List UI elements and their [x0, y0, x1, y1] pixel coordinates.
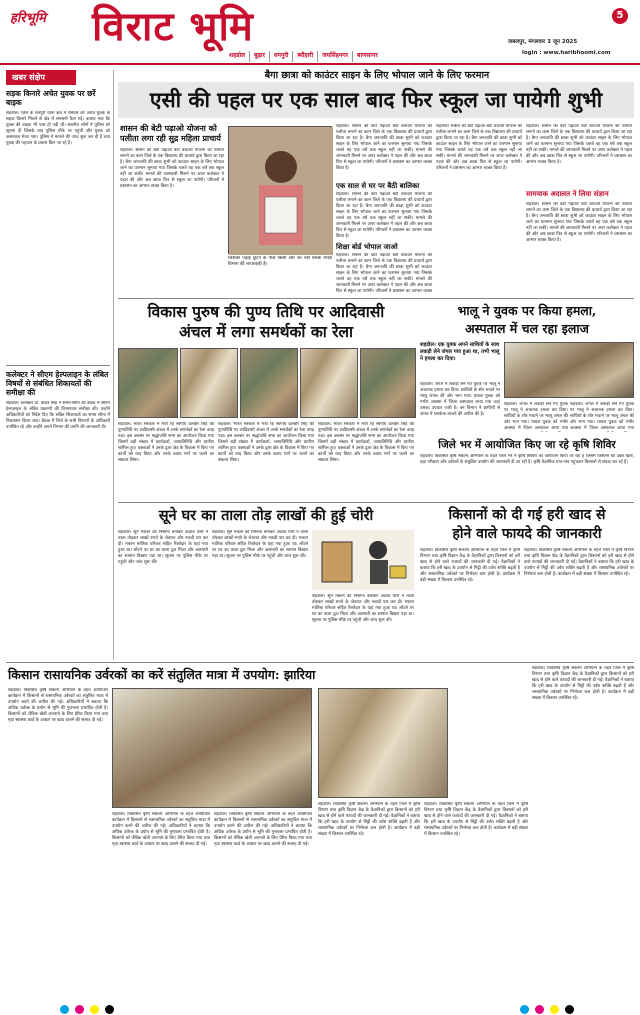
lead-photo-girl — [228, 126, 332, 254]
vikas-photo-5 — [360, 348, 416, 418]
sune-body-1: शहडोल। सूने मकान को निशाना बनाकर अज्ञात चोरों ने ताला तोड़कर लाखों रुपये के जेवरात और नकदी पार कर दी। मकान मालिक परिवार सहित रिश्तेदार के यहां गया हुआ था। लौटने पर घर का ताला टूटा मिला और अलमारी का सामान बिखरा पड़ा था। सूचना पर पुलिस मौके पर पहुंची और जांच शुरू की। — [118, 530, 208, 565]
bhalu-lede: शहडोल। एक युवक अपने साथियों के साथ लकड़ी लेने जंगल गया हुआ था, तभी भालू ने हमला कर दिया। — [420, 342, 500, 362]
sune-body-3: शहडोल। सूने मकान को निशाना बनाकर अज्ञात चोरों ने ताला तोड़कर लाखों रुपये के जेवरात और नकदी पार कर दी। मकान मालिक परिवार सहित रिश्तेदार के यहां गया हुआ था। लौटने पर घर का ताला टूटा मिला और अलमारी का सामान बिखरा पड़ा था। सूचना पर पुलिस मौके पर पहुंची और जांच शुरू की। — [312, 594, 414, 623]
khad-headline-line1: किसानों को दी गई हरी खाद से — [448, 507, 606, 523]
jharia-headline: किसान रासायनिक उर्वरकों का करें संतुलित मात्रा में उपयोग: झारिया — [8, 667, 316, 682]
section-rule — [6, 662, 634, 663]
lead-subhead: शासन की बेटी पढ़ाओ योजना को पलीता लगा रही सुद्र महिला प्राचार्य — [120, 124, 221, 143]
vikas-headline — [118, 302, 414, 342]
vikas-body-1: शहडोल। भारत सरकार में मंत्री रहे स्वर्गीय दलबीर सिंह की पुण्यतिथि पर आदिवासी अंचल में उनके समर्थकों का रेला उमड़ पड़ा। इस अवसर पर श्रद्धांजलि सभा का आयोजन किया गया जिसमें बड़ी संख्या में कार्यकर्ता, जनप्रतिनिधि और ग्रामीण शामिल हुए। वक्ताओं ने उनके द्वारा क्षेत्र के विकास में किए गए कार्यों को याद किया और उनके बताए मार्ग पर चलने का संकल्प लिया। — [118, 422, 214, 463]
masthead-title: विराट भूमि — [92, 3, 254, 50]
sidebar-story2-body: शहडोल। कलेक्टर डॉ. केदार सिंह ने समय-सीमा की बैठक में सीएम हेल्पलाइन के लंबित प्रकरणों की विभागवार समीक्षा की। उन्होंने अधिकारियों को निर्देश दिए कि लंबित शिकायतों का समय सीमा में निराकरण किया जाए। बैठक में जिले के सभी विभागों के अधिकारी उपस्थित रहे और उन्होंने अपने विभाग की प्रगति की जानकारी दी। — [6, 401, 110, 430]
district-item: धनपुरी — [270, 51, 293, 62]
lead-headline-band — [118, 82, 634, 118]
cyan-dot-icon — [60, 1005, 69, 1014]
lead-side-sub1: एक साल से घर पर बैठी बालिका — [336, 182, 420, 190]
khad-body-2: शहडोल। विकसित कृषि संकल्प अभियान के तहत जिले में कृषि विभाग तथा कृषि विज्ञान केंद्र के वैज्ञानिकों द्वारा किसानों को हरी खाद से होने वाले फायदों की जानकारी दी गई। वैज्ञानिकों ने बताया कि हरी खाद के उपयोग से मिट्टी की उर्वरा शक्ति बढ़ती है और रासायनिक उर्वरकों पर निर्भरता कम होती है। कार्यक्रम में बड़ी संख्या में किसान उपस्थित रहे। — [524, 548, 634, 577]
sidebar-header: खबर संक्षेप — [6, 70, 76, 85]
jharia-body-2: शहडोल। विकसित कृषि संकल्प अभियान के तहत आयोजित कार्यक्रम में किसानों से रासायनिक उर्वरकों का संतुलित मात्रा में उपयोग करने की अपील की गई। अधिकारियों ने बताया कि अधिक उर्वरक के प्रयोग से भूमि की गुणवत्ता प्रभावित होती है। किसानों को जैविक खेती अपनाने के लिए प्रेरित किया गया तथा मृदा स्वास्थ्य कार्ड के आधार पर खाद डालने की सलाह दी गई। — [112, 812, 210, 847]
bhalu-headline — [420, 302, 634, 338]
page-number: 5 — [612, 8, 628, 24]
sidebar — [6, 70, 110, 660]
vikas-photo-1 — [118, 348, 178, 418]
registration-marks-left — [60, 1005, 114, 1014]
district-item: बाणसागर — [357, 52, 378, 59]
vikas-photo-3 — [240, 348, 298, 418]
district-item: शहडोल — [225, 51, 250, 62]
district-item: जयसिंहनगर — [318, 51, 353, 62]
district-item: ब्यौहारी — [293, 51, 318, 62]
bhalu-headline-line1: भालू ने युवक पर किया हमला, — [457, 303, 597, 318]
vikas-body-2: शहडोल। भारत सरकार में मंत्री रहे स्वर्गीय दलबीर सिंह की पुण्यतिथि पर आदिवासी अंचल में उनके समर्थकों का रेला उमड़ पड़ा। इस अवसर पर श्रद्धांजलि सभा का आयोजन किया गया जिसमें बड़ी संख्या में कार्यकर्ता, जनप्रतिनिधि और ग्रामीण शामिल हुए। वक्ताओं ने उनके द्वारा क्षेत्र के विकास में किए गए कार्यों को याद किया और उनके बताए मार्ग पर चलने का संकल्प लिया। — [218, 422, 314, 463]
logo: हरिभूमि — [10, 11, 46, 26]
khad-body-4: शहडोल। विकसित कृषि संकल्प अभियान के तहत जिले में कृषि विभाग तथा कृषि विज्ञान केंद्र के वैज्ञानिकों द्वारा किसानों को हरी खाद से होने वाले फायदों की जानकारी दी गई। वैज्ञानिकों ने बताया कि हरी खाद के उपयोग से मिट्टी की उर्वरा शक्ति बढ़ती है और रासायनिक उर्वरकों पर निर्भरता कम होती है। कार्यक्रम में बड़ी संख्या में किसान उपस्थित रहे। — [424, 802, 528, 837]
black-dot-icon — [105, 1005, 114, 1014]
yellow-dot-icon — [550, 1005, 559, 1014]
sidebar-story2-headline: कलेक्टर ने सीएम हेल्पलाइन के लंबित विषयों से संबंधित शिकायतों की समीक्षा की — [6, 370, 109, 397]
login-url: login : www.haribhoomi.com — [522, 50, 611, 56]
bhalu-body-2: शहडोल। जंगल में लकड़ी लेने गए युवक पर भालू ने अचानक हमला कर दिया। साथियों के शोर मचाने पर भालू जंगल की ओर भाग गया। घायल युवक को गंभीर अवस्था में जिला अस्पताल लाया गया — [504, 402, 568, 431]
vikas-headline-line2: अंचल में लगा समर्थकों का रेला — [178, 322, 354, 341]
lead-body-col3b: शहडोल। शासन की बेटी पढ़ाओ बेटी बचाओ योजना को पलीता लगाने का काम जिले के एक विद्यालय की प्राचार्य द्वारा किया जा रहा है। बैगा जनजाति की छात्रा शुभी को काउंटर साइन के लिए भोपाल जाने का फरमान सुनाया गया जिसके चलते वह एक वर्ष तक स्कूल नहीं जा सकी। मामले की जानकारी मिलने पर अपर कलेक्टर ने पहल की और अब छात्रा फिर से स्कूल जा पायेगी। परिजनों ने प्रशासन का आभार व्यक्त किया है। — [336, 192, 432, 239]
lead-body-col5: शहडोल। शासन की बेटी पढ़ाओ बेटी बचाओ योजना को पलीता लगाने का काम जिले के एक विद्यालय की प्राचार्य द्वारा किया जा रहा है। बैगा जनजाति की छात्रा शुभी को काउंटर साइन के लिए भोपाल जाने का फरमान सुनाया गया जिसके चलते वह एक वर्ष तक स्कूल नहीं जा सकी। मामले की जानकारी मिलने पर अपर कलेक्टर ने पहल की और अब छात्रा फिर से स्कूल जा पायेगी। परिजनों ने प्रशासन का आभार व्यक्त किया है। — [526, 124, 632, 165]
yellow-dot-icon — [90, 1005, 99, 1014]
bhalu-body-1: शहडोल। जंगल में लकड़ी लेने गए युवक पर भालू ने अचानक हमला कर दिया। साथियों के शोर मचाने पर भालू जंगल की ओर भाग गया। घायल युवक को गंभीर अवस्था में जिला अस्पताल लाया गया जहां उसका उपचार जारी है। वन विभाग ने ग्रामीणों से जंगल में सतर्कता बरतने की अपील की है। — [420, 382, 500, 417]
lead-side-sub3: सामयाक अदालत ने लिया संज्ञान — [526, 190, 609, 198]
divider — [6, 365, 110, 366]
thief-icon — [312, 530, 414, 590]
section-rule — [118, 298, 634, 299]
krishi-body: शहडोल। विकसित कृषि संकल्प अभियान के तहत जिले भर में कृषि शिविरों का आयोजन किया जा रहा है जिसमें किसानों को उन्नत खेती, मृदा परीक्षण और उर्वरकों के संतुलित उपयोग की जानकारी दी जा रही है। कृषि वैज्ञानिक गांव-गांव पहुंचकर किसानों से संवाद कर रहे हैं। — [420, 454, 634, 465]
vikas-photo-4 — [300, 348, 358, 418]
khad-headline-line2: होने वाले फायदे की जानकारी — [452, 526, 602, 542]
krishi-headline: जिले भर में आयोजित किए जा रहे कृषि शिविर — [438, 439, 616, 451]
cyan-dot-icon — [520, 1005, 529, 1014]
theft-illustration — [312, 530, 414, 590]
khad-body-1: शहडोल। विकसित कृषि संकल्प अभियान के तहत जिले में कृषि विभाग तथा कृषि विज्ञान केंद्र के वैज्ञानिकों द्वारा किसानों को हरी खाद से होने वाले फायदों की जानकारी दी गई। वैज्ञानिकों ने बताया कि हरी खाद के उपयोग से मिट्टी की उर्वरा शक्ति बढ़ती है और रासायनिक उर्वरकों पर निर्भरता कम होती है। कार्यक्रम में बड़ी संख्या में किसान उपस्थित रहे। — [420, 548, 520, 583]
lead-body-col5b: शहडोल। शासन की बेटी पढ़ाओ बेटी बचाओ योजना को पलीता लगाने का काम जिले के एक विद्यालय की प्राचार्य द्वारा किया जा रहा है। बैगा जनजाति की छात्रा शुभी को काउंटर साइन के लिए भोपाल जाने का फरमान सुनाया गया जिसके चलते वह एक वर्ष तक स्कूल नहीं जा सकी। मामले की जानकारी मिलने पर अपर कलेक्टर ने पहल की और अब छात्रा फिर से स्कूल जा पायेगी। परिजनों ने प्रशासन का आभार व्यक्त किया है। — [526, 202, 632, 243]
magenta-dot-icon — [75, 1005, 84, 1014]
magenta-dot-icon — [535, 1005, 544, 1014]
vikas-body-3: शहडोल। भारत सरकार में मंत्री रहे स्वर्गीय दलबीर सिंह की पुण्यतिथि पर आदिवासी अंचल में उनके समर्थकों का रेला उमड़ पड़ा। इस अवसर पर श्रद्धांजलि सभा का आयोजन किया गया जिसमें बड़ी संख्या में कार्यकर्ता, जनप्रतिनिधि और ग्रामीण शामिल हुए। वक्ताओं ने उनके द्वारा क्षेत्र के विकास में किए गए कार्यों को याद किया और उनके बताए मार्ग पर चलने का संकल्प लिया। — [318, 422, 414, 463]
lead-kicker: बैगा छात्रा को काउंटर साइन के लिए भोपाल जाने के लिए फरमान — [264, 70, 490, 81]
masthead-rule — [0, 63, 640, 65]
bhalu-headline-line2: अस्पताल में चल रहा इलाज — [465, 321, 589, 336]
bhalu-body-3: शहडोल। जंगल में लकड़ी लेने गए युवक पर भालू ने अचानक हमला कर दिया। साथियों के शोर मचाने पर भालू जंगल की ओर भाग गया। घायल युवक को गंभीर अवस्था में जिला अस्पताल लाया गया — [570, 402, 634, 431]
lead-headline: एसी की पहल पर एक साल बाद फिर स्कूल जा पायेगी शुभी — [149, 87, 603, 112]
district-strip — [225, 51, 382, 62]
khad-body-3: शहडोल। विकसित कृषि संकल्प अभियान के तहत जिले में कृषि विभाग तथा कृषि विज्ञान केंद्र के वैज्ञानिकों द्वारा किसानों को हरी खाद से होने वाले फायदों की जानकारी दी गई। वैज्ञानिकों ने बताया कि हरी खाद के उपयोग से मिट्टी की उर्वरा शक्ति बढ़ती है और रासायनिक उर्वरकों पर निर्भरता कम होती है। कार्यक्रम में बड़ी संख्या में किसान उपस्थित रहे। — [318, 802, 420, 837]
masthead — [0, 0, 640, 64]
section-rule — [118, 502, 634, 503]
sidebar-column-rule — [113, 70, 114, 660]
jharia-body-1: शहडोल। विकसित कृषि संकल्प अभियान के तहत आयोजित कार्यक्रम में किसानों से रासायनिक उर्वरकों का संतुलित मात्रा में उपयोग करने की अपील की गई। अधिकारियों ने बताया कि अधिक उर्वरक के प्रयोग से भूमि की गुणवत्ता प्रभावित होती है। किसानों को जैविक खेती अपनाने के लिए प्रेरित किया गया तथा मृदा स्वास्थ्य कार्ड के आधार पर खाद डालने की सलाह दी गई। — [8, 688, 108, 723]
lead-body-col1: शहडोल। शासन की बेटी पढ़ाओ बेटी बचाओ योजना को पलीता लगाने का काम जिले के एक विद्यालय की प्राचार्य द्वारा किया जा रहा है। बैगा जनजाति की छात्रा शुभी को काउंटर साइन के लिए भोपाल जाने का फरमान सुनाया गया जिसके चलते वह एक वर्ष तक स्कूल नहीं जा सकी। मामले की जानकारी मिलने पर अपर कलेक्टर ने पहल की और अब छात्रा फिर से स्कूल जा पायेगी। परिजनों ने प्रशासन का आभार व्यक्त किया है। — [120, 148, 224, 189]
sidebar-story1-body: शहडोल। जिले के धनपुरी थाना क्षेत्र में रविवार को अचेत युवक के सड़क किनारे मिलने से क्षेत्र में सनसनी फैल गई। बताया गया कि युवक की बाइक भी पास ही पड़ी थी। स्थानीय लोगों ने पुलिस को सूचना दी जिसके बाद पुलिस मौके पर पहुंची और युवक को अस्पताल भेजा गया। पुलिस ने मामले की जांच शुरू कर दी है तथा युवक की पहचान के प्रयास किए जा रहे हैं। — [6, 111, 110, 146]
lead-body-col3c: शहडोल। शासन की बेटी पढ़ाओ बेटी बचाओ योजना को पलीता लगाने का काम जिले के एक विद्यालय की प्राचार्य द्वारा किया जा रहा है। बैगा जनजाति की छात्रा शुभी को काउंटर साइन के लिए भोपाल जाने का फरमान सुनाया गया जिसके चलते वह एक वर्ष तक स्कूल नहीं जा सकी। मामले की जानकारी मिलने पर अपर कलेक्टर ने पहल की और अब छात्रा फिर से स्कूल जा पायेगी। परिजनों ने प्रशासन का आभार व्यक्त — [336, 253, 432, 293]
vikas-photo-2 — [180, 348, 238, 418]
lead-body-col3: शहडोल। शासन की बेटी पढ़ाओ बेटी बचाओ योजना को पलीता लगाने का काम जिले के एक विद्यालय की प्राचार्य द्वारा किया जा रहा है। बैगा जनजाति की छात्रा शुभी को काउंटर साइन के लिए भोपाल जाने का फरमान सुनाया गया जिसके चलते वह एक वर्ष तक स्कूल नहीं जा सकी। मामले की जानकारी मिलने पर अपर कलेक्टर ने पहल की और अब छात्रा फिर से स्कूल जा पायेगी। परिजनों ने प्रशासन का आभार व्यक्त किया है। — [336, 124, 432, 171]
khad-headline — [420, 506, 634, 544]
registration-marks-right — [520, 1005, 574, 1014]
jharia-photo — [112, 688, 312, 808]
girl-illustration — [229, 127, 333, 255]
sidebar-story1-headline: सड़क किनारे अचेत युवक पर छर्रे बाइक — [6, 89, 96, 107]
khad-photo-bottom — [318, 688, 448, 798]
date-line: जबलपुर, मंगलवार 3 जून 2025 — [508, 39, 578, 45]
sune-headline: सूने घर का ताला तोड़ लाखों की हुई चोरी — [158, 507, 374, 524]
bhalu-photo — [504, 342, 634, 398]
vikas-headline-line1: विकास पुरुष की पुण्य तिथि पर आदिवासी — [147, 302, 385, 321]
lead-body-col4: शहडोल। शासन की बेटी पढ़ाओ बेटी बचाओ योजना को पलीता लगाने का काम जिले के एक विद्यालय की प्राचार्य द्वारा किया जा रहा है। बैगा जनजाति की छात्रा शुभी को काउंटर साइन के लिए भोपाल जाने का फरमान सुनाया गया जिसके चलते वह एक वर्ष तक स्कूल नहीं जा सकी। मामले की जानकारी मिलने पर अपर कलेक्टर ने पहल की और अब छात्रा फिर से स्कूल जा पायेगी। परिजनों ने प्रशासन का आभार व्यक्त किया है। — [436, 124, 522, 171]
khad-body-5: शहडोल। विकसित कृषि संकल्प अभियान के तहत जिले में कृषि विभाग तथा कृषि विज्ञान केंद्र के वैज्ञानिकों द्वारा किसानों को हरी खाद से होने वाले फायदों की जानकारी दी गई। वैज्ञानिकों ने बताया कि हरी खाद के उपयोग से मिट्टी की उर्वरा शक्ति बढ़ती है और रासायनिक उर्वरकों पर निर्भरता कम होती है। कार्यक्रम में बड़ी संख्या में किसान उपस्थित रहे। — [532, 666, 634, 701]
black-dot-icon — [565, 1005, 574, 1014]
jharia-body-3: शहडोल। विकसित कृषि संकल्प अभियान के तहत आयोजित कार्यक्रम में किसानों से रासायनिक उर्वरकों का संतुलित मात्रा में उपयोग करने की अपील की गई। अधिकारियों ने बताया कि अधिक उर्वरक के प्रयोग से भूमि की गुणवत्ता प्रभावित होती है। किसानों को जैविक खेती अपनाने के लिए प्रेरित किया गया तथा मृदा स्वास्थ्य कार्ड के आधार पर खाद डालने की सलाह दी गई। — [214, 812, 312, 847]
lead-side-sub2: शिक्षा बोर्ड भोपाल जाओ — [336, 243, 398, 251]
lead-photo-caption: जिसकी पढ़ाई छूटने के पीछे किसी और का नहीं बल्कि शिक्षा विभाग की लापरवाही है। — [228, 256, 332, 267]
district-item: बुढ़ार — [250, 51, 270, 62]
sune-body-2: शहडोल। सूने मकान को निशाना बनाकर अज्ञात चोरों ने ताला तोड़कर लाखों रुपये के जेवरात और नकदी पार कर दी। मकान मालिक परिवार सहित रिश्तेदार के यहां गया हुआ था। लौटने पर घर का ताला टूटा मिला और अलमारी का सामान बिखरा पड़ा था। सूचना पर पुलिस मौके पर पहुंची और जांच शुरू की। — [212, 530, 308, 559]
